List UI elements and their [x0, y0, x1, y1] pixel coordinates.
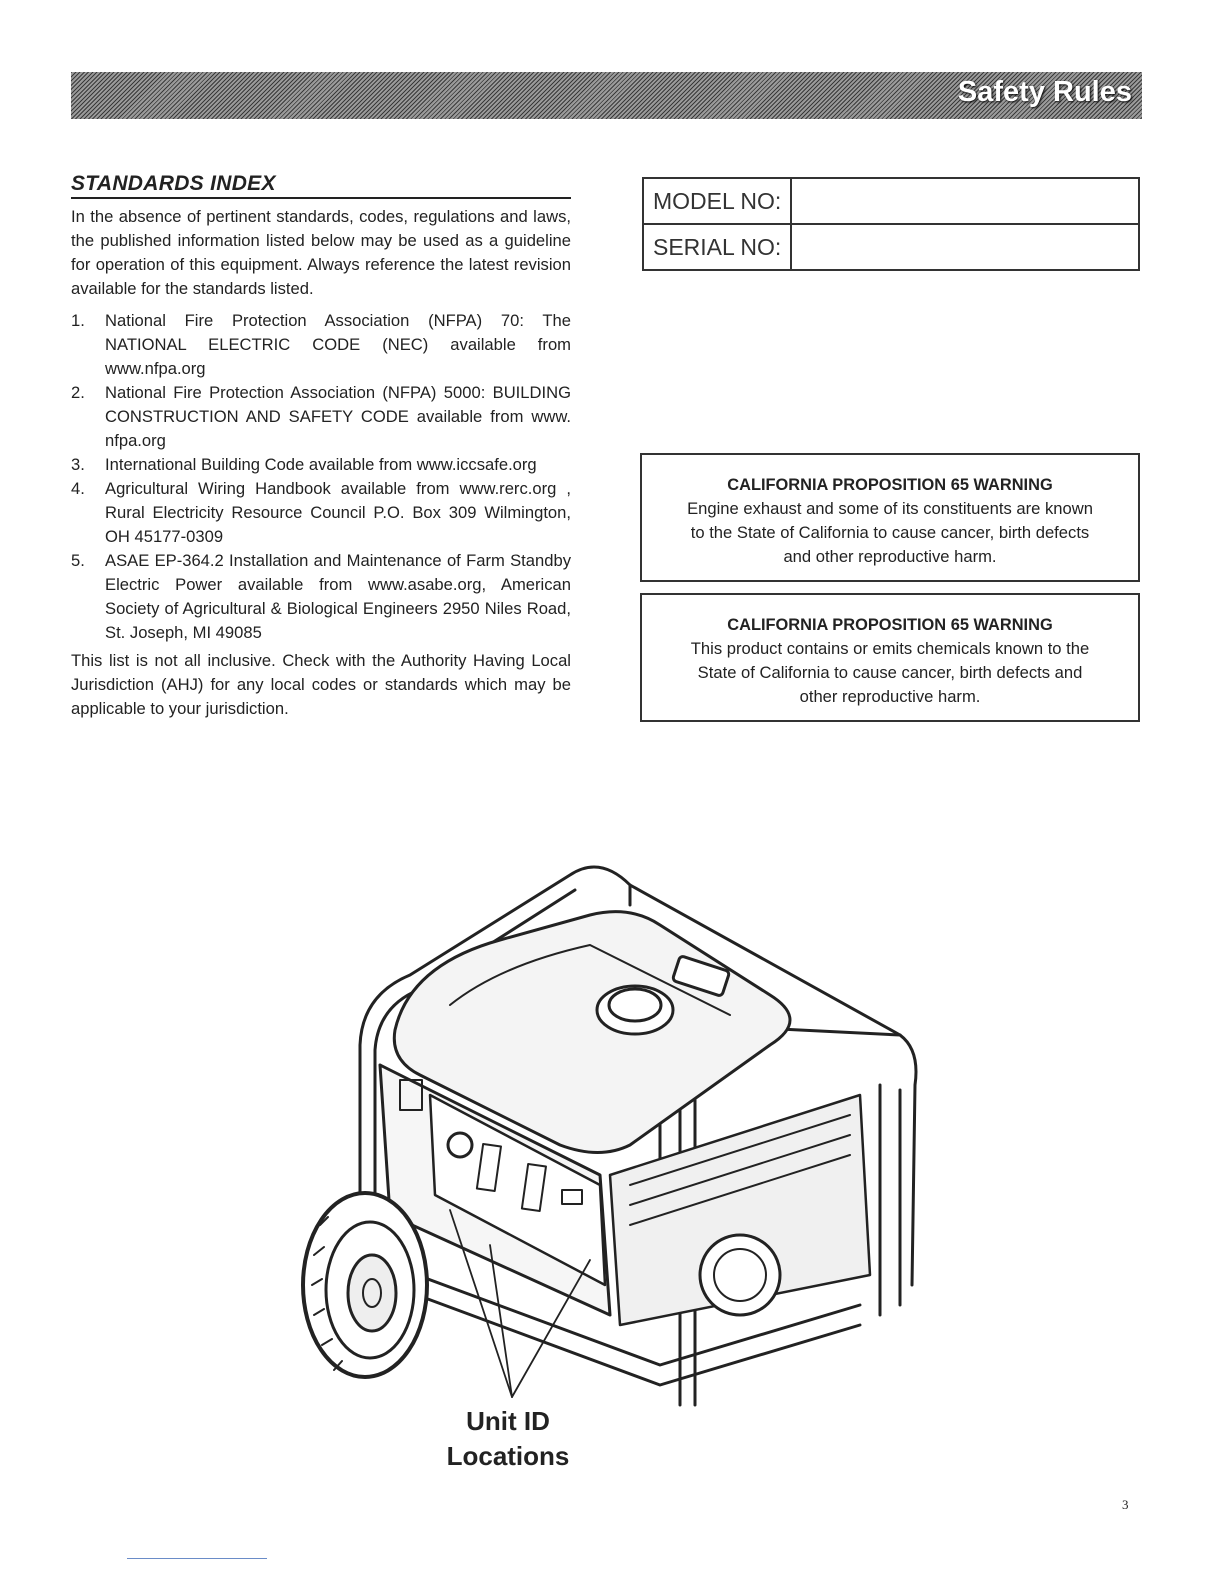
- standards-title: STANDARDS INDEX: [71, 172, 571, 199]
- serial-label: SERIAL NO:: [643, 224, 791, 270]
- list-item-text: ASAE EP-364.2 Installation and Maintenance of Farm Standby Electric Power available from www.asabe.org, American Society of Agricultural & Biological Engineers 2950 Niles Road, St. Joseph, MI 49085: [105, 551, 571, 642]
- list-item-text: Agricultural Wiring Handbook available from www.rerc.org , Rural Electricity Resource Council P.O. Box 309 Wilmington, OH 45177-0309: [105, 479, 571, 546]
- page-number: 3: [1122, 1497, 1129, 1512]
- list-item: [71, 381, 571, 453]
- list-item-number: 3.: [71, 455, 85, 474]
- warning-title: CALIFORNIA PROPOSITION 65 WARNING: [727, 476, 1053, 494]
- list-item: [71, 309, 571, 381]
- header-bar: [71, 72, 1142, 119]
- list-item-text: National Fire Protection Association (NFPA) 5000: BUILDING CONSTRUCTION AND SAFETY CODE available from www. nfpa.org: [105, 383, 571, 450]
- list-item-number: 5.: [71, 551, 85, 570]
- list-item-number: 4.: [71, 479, 85, 498]
- caption-line: Unit ID: [466, 1406, 550, 1436]
- list-item-text: National Fire Protection Association (NFPA) 70: The NATIONAL ELECTRIC CODE (NEC) available from www.nfpa.org: [105, 311, 571, 378]
- list-item-number: 2.: [71, 383, 85, 402]
- caption-line: Locations: [446, 1441, 570, 1471]
- list-item: [71, 453, 571, 477]
- list-item-text: International Building Code available from www.iccsafe.org: [105, 455, 537, 474]
- warning-line: and other reproductive harm.: [783, 547, 997, 566]
- standards-section: [71, 172, 571, 721]
- unit-id-table: [642, 177, 1140, 271]
- page-title: Safety Rules: [957, 76, 1132, 108]
- warning-line: other reproductive harm.: [799, 687, 981, 706]
- list-item-number: 1.: [71, 311, 85, 330]
- footer-divider: [127, 1558, 267, 1559]
- model-label: MODEL NO:: [643, 178, 791, 224]
- model-field[interactable]: [791, 178, 1139, 224]
- prop65-warning-exhaust: [640, 453, 1140, 582]
- warning-line: to the State of California to cause cancer, birth defects: [690, 523, 1090, 542]
- serial-field[interactable]: [791, 224, 1139, 270]
- generator-illustration: [300, 845, 950, 1445]
- standards-intro: In the absence of pertinent standards, codes, regulations and laws, the published information listed below may be used as a guideline for operation of this equipment. Always reference the latest revision available for the standards listed.: [71, 207, 571, 298]
- table-row: [643, 178, 1139, 224]
- prop65-warning-chemicals: [640, 593, 1140, 722]
- list-item: [71, 549, 571, 645]
- warning-line: State of California to cause cancer, birth defects and: [697, 663, 1083, 682]
- warning-line: Engine exhaust and some of its constituents are known: [687, 499, 1093, 518]
- unit-id-caption: [408, 1404, 608, 1474]
- standards-closing: This list is not all inclusive. Check with the Authority Having Local Jurisdiction (AHJ) for any local codes or standards which may be applicable to your jurisdiction.: [71, 651, 571, 718]
- list-item: [71, 477, 571, 549]
- warning-title: CALIFORNIA PROPOSITION 65 WARNING: [727, 616, 1053, 634]
- table-row: [643, 224, 1139, 270]
- warning-line: This product contains or emits chemicals known to the: [690, 639, 1090, 658]
- standards-list: [71, 309, 571, 645]
